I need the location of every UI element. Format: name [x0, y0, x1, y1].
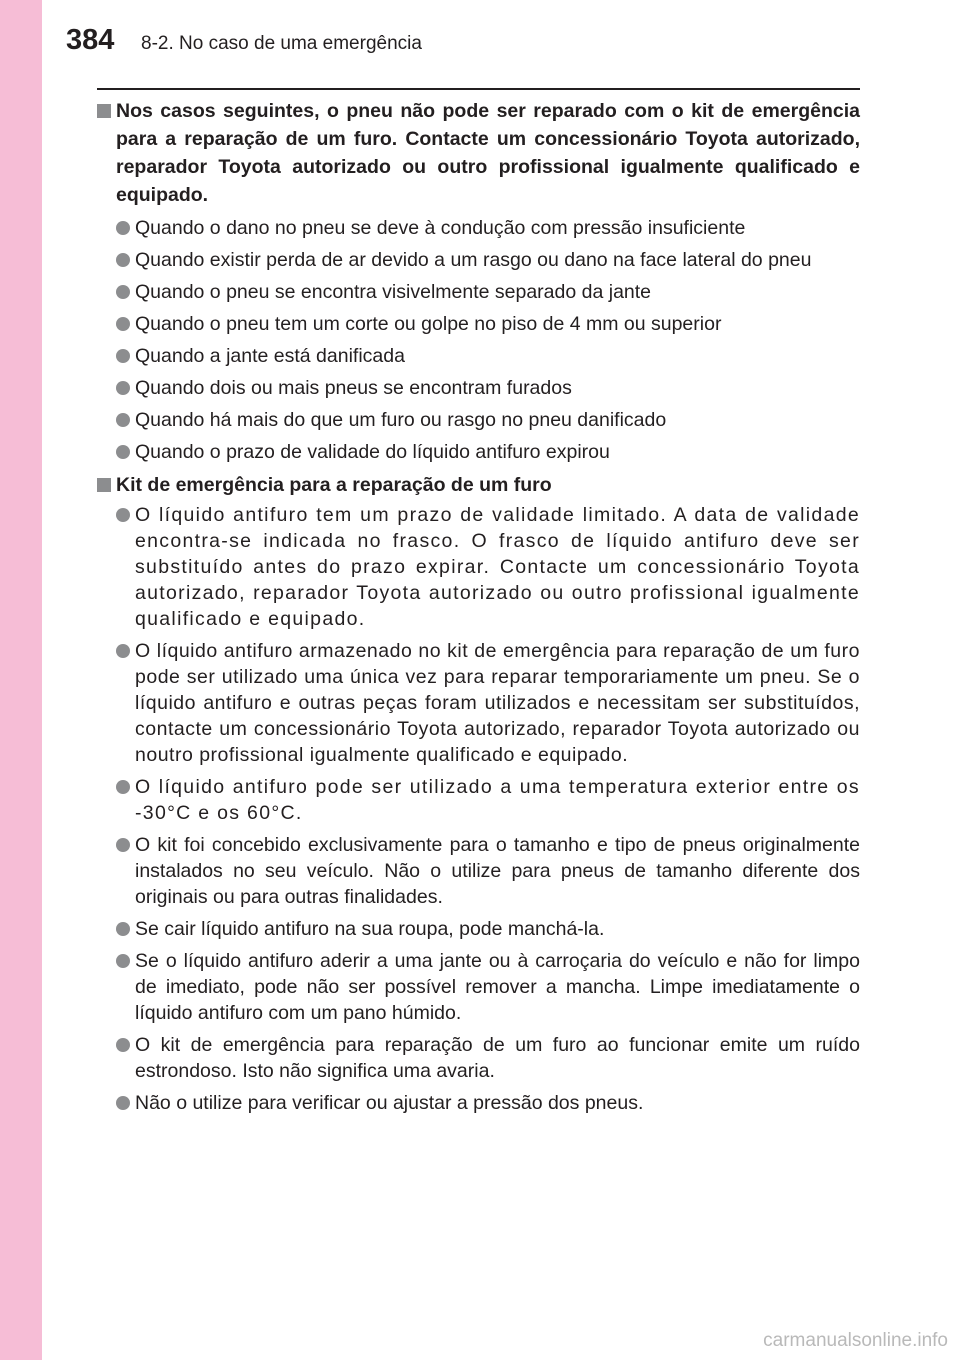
list-item: [116, 1090, 860, 1116]
list-item: [116, 774, 860, 826]
list-item-text: Quando o pneu se encontra visivelmente separado da jante: [135, 281, 652, 303]
circle-bullet-icon: [116, 780, 130, 794]
list-item: [116, 311, 860, 337]
list-item-text: Se o líquido antifuro aderir a uma jante ou à carroçaria do veículo e não for limpo de imediato, pode não ser possível remover a mancha. Limpe imediatamente o líquido antifuro com um pano húmido.: [135, 950, 860, 1024]
list-item: [116, 916, 860, 942]
circle-bullet-icon: [116, 445, 130, 459]
list-item-text: O líquido antifuro tem um prazo de validade limitado. A data de validade encontra-se indicada no frasco. O frasco de líquido antifuro deve ser substituído antes do prazo expirar. Contacte um concessionário Toyota autorizado, reparador Toyota autorizado ou outro profissional igualmente qualificado e equipado.: [135, 504, 860, 630]
list-item-text: Quando o dano no pneu se deve à condução com pressão insuficiente: [135, 217, 746, 239]
circle-bullet-icon: [116, 381, 130, 395]
list-item: [116, 215, 860, 241]
list-item-text: O líquido antifuro pode ser utilizado a uma temperatura exterior entre os -30°C e os 60°C.: [135, 776, 860, 824]
circle-bullet-icon: [116, 508, 130, 522]
list-item-text: Quando há mais do que um furo ou rasgo no pneu danificado: [135, 409, 667, 431]
circle-bullet-icon: [116, 285, 130, 299]
circle-bullet-icon: [116, 317, 130, 331]
list-item: [116, 375, 860, 401]
circle-bullet-icon: [116, 253, 130, 267]
list-item: [116, 832, 860, 910]
list-item: [116, 948, 860, 1026]
section-heading-repair-limits: [97, 97, 860, 209]
square-bullet-icon: [97, 478, 111, 492]
list-item-text: O líquido antifuro armazenado no kit de emergência para reparação de um furo pode ser utilizado uma única vez para reparar temporariamente um pneu. Se o líquido antifuro e outras peças foram utilizados e necessitam ser substituídos, contacte um concessionário Toyota autorizado, reparador Toyota autorizado ou noutro profissional igualmente qualificado e equipado.: [135, 640, 860, 766]
list-item: [116, 502, 860, 632]
watermark: carmanualsonline.info: [763, 1330, 948, 1351]
circle-bullet-icon: [116, 922, 130, 936]
list-item-text: O kit foi concebido exclusivamente para o tamanho e tipo de pneus originalmente instalados no seu veículo. Não o utilize para pneus de tamanho diferente dos originais ou para outras finalidades.: [135, 834, 860, 908]
list-item-text: Quando existir perda de ar devido a um rasgo ou dano na face lateral do pneu: [135, 249, 812, 271]
circle-bullet-icon: [116, 644, 130, 658]
page-number: 384: [66, 24, 115, 56]
list-item: [116, 279, 860, 305]
list-item: [116, 1032, 860, 1084]
list-item-text: Quando dois ou mais pneus se encontram furados: [135, 377, 572, 399]
circle-bullet-icon: [116, 838, 130, 852]
page-content: [97, 97, 860, 1122]
list-item-text: Quando o prazo de validade do líquido antifuro expirou: [135, 441, 610, 463]
list-item: [116, 407, 860, 433]
circle-bullet-icon: [116, 1096, 130, 1110]
list-item-text: Não o utilize para verificar ou ajustar a pressão dos pneus.: [135, 1092, 644, 1114]
list-item-text: Se cair líquido antifuro na sua roupa, pode manchá-la.: [135, 918, 605, 940]
section-title: 8-2. No caso de uma emergência: [141, 33, 422, 54]
circle-bullet-icon: [116, 221, 130, 235]
circle-bullet-icon: [116, 413, 130, 427]
list-item: [116, 343, 860, 369]
heading-text: Nos casos seguintes, o pneu não pode ser reparado com o kit de emergência para a reparação de um furo. Contacte um concessionário Toyota autorizado, reparador Toyota autorizado ou outro profissional igualmente qualificado e equipado.: [116, 100, 860, 206]
section-heading-repair-kit: [97, 471, 860, 499]
list-item-text: Quando a jante está danificada: [135, 345, 405, 367]
header-rule: [97, 88, 860, 90]
circle-bullet-icon: [116, 1038, 130, 1052]
list-item-text: O kit de emergência para reparação de um furo ao funcionar emite um ruído estrondoso. Isto não significa uma avaria.: [135, 1034, 860, 1082]
list-item: [116, 638, 860, 768]
list-item-text: Quando o pneu tem um corte ou golpe no piso de 4 mm ou superior: [135, 313, 722, 335]
square-bullet-icon: [97, 104, 111, 118]
heading-text: Kit de emergência para a reparação de um furo: [116, 474, 552, 496]
list-item: [116, 439, 860, 465]
circle-bullet-icon: [116, 954, 130, 968]
list-item: [116, 247, 860, 273]
circle-bullet-icon: [116, 349, 130, 363]
side-color-band: [0, 0, 42, 1360]
